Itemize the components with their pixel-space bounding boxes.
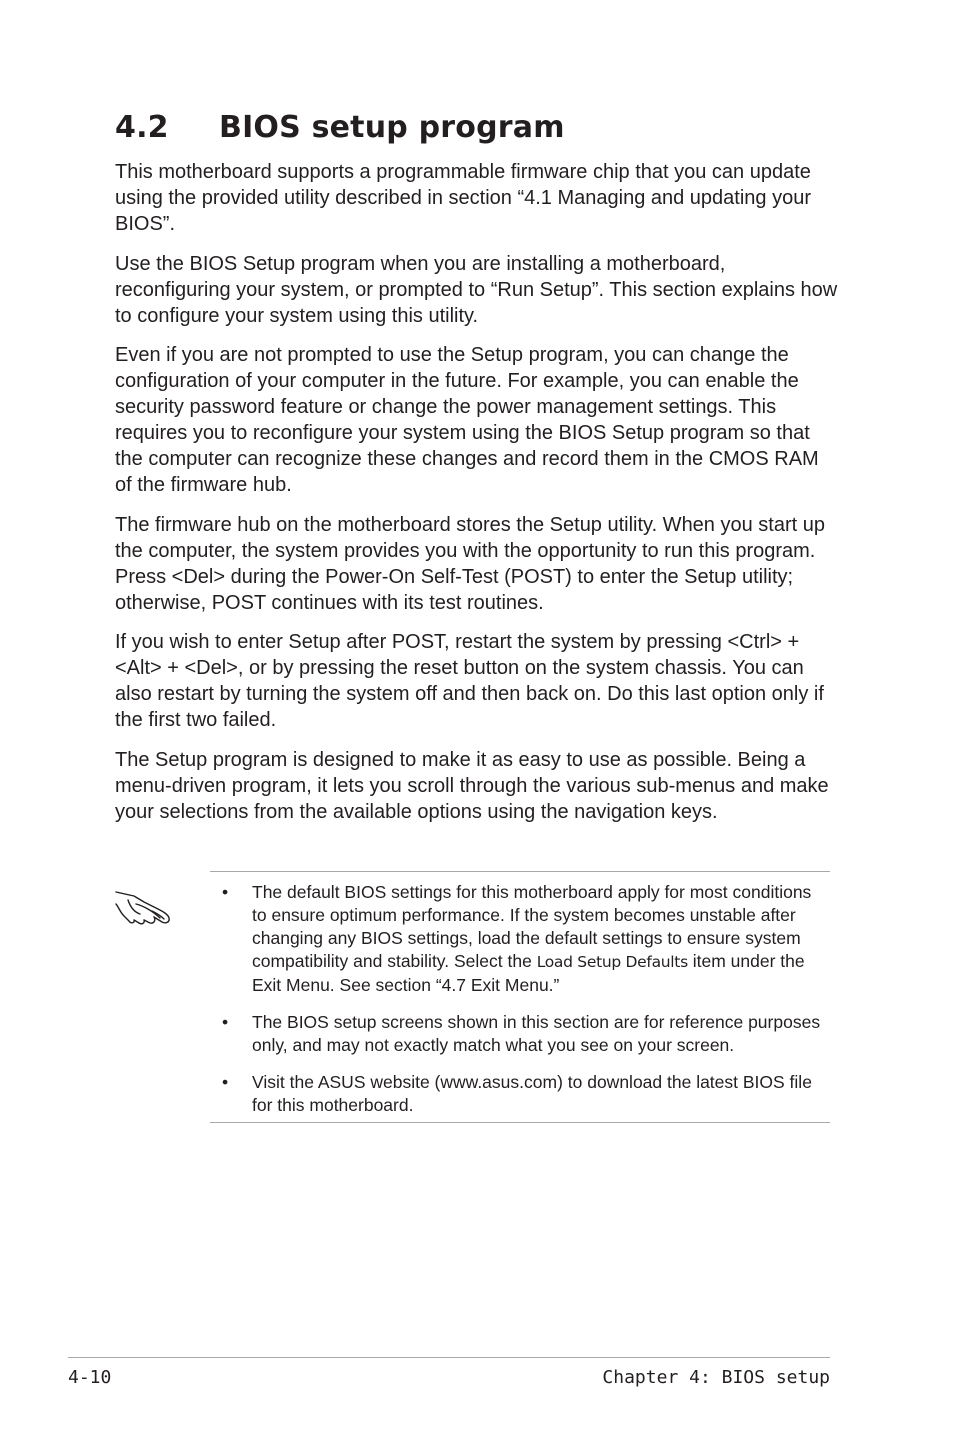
section-number: 4.2 [115,110,169,145]
paragraph-menu-driven: The Setup program is designed to make it as easy to use as possible. Being a menu-driven program, it lets you scroll through the various sub-menus and make your selections from the available options using the navigation keys. [115,748,829,823]
paragraph-when-to-use: Use the BIOS Setup program when you are installing a motherboard, reconfiguring your system, or prompted to “Run Setup”. This section explains how to configure your system using this utility. [115,252,838,327]
note-list [210,881,830,1117]
note-item-default-settings [210,881,830,997]
note-box [210,871,830,1123]
footer-divider [68,1357,830,1358]
pointing-hand-icon [114,884,172,926]
section-heading [115,108,565,148]
bullet: • [222,1012,229,1032]
note-item-default-settings-text: The default BIOS settings for this motherboard apply for most conditions to ensure optimum performance. If the system becomes unstable after changing any BIOS settings, load the default settings to ensure system compatibility and stability. Select the [252,882,812,971]
chapter-title: Chapter 4: BIOS setup [602,1367,830,1388]
section-title: BIOS setup program [219,110,565,145]
note-item-reference-screens [210,1011,830,1057]
load-setup-defaults-keyword: Load Setup Defaults [536,953,688,971]
paragraph-firmware-chip: This motherboard supports a programmable firmware chip that you can update using the provided utility described in section “4.1 Managing and updating your BIOS”. [115,161,811,235]
note-item-default-settings-tail: item under the Exit Menu. See section “4.7 Exit Menu.” [252,951,805,995]
page-number: 4-10 [68,1367,112,1388]
note-item-reference-screens-text: The BIOS setup screens shown in this section are for reference purposes only, and may not exactly match what you see on your screen. [252,1012,821,1055]
bullet: • [222,882,229,902]
paragraph-firmware-hub: The firmware hub on the motherboard stores the Setup utility. When you start up the computer, the system provides you with the opportunity to run this program. Press <Del> during the Power-On Self-Test (POST) to enter the Setup utility; otherwise, POST continues with its test routines. [115,513,825,614]
note-item-asus-website-text: Visit the ASUS website (www.asus.com) to download the latest BIOS file for this motherboard. [252,1072,812,1115]
body-text [115,159,840,838]
paragraph-change-configuration: Even if you are not prompted to use the Setup program, you can change the configuration of your computer in the future. For example, you can enable the security password feature or change the power management settings. This requires you to reconfigure your system using the BIOS Setup program so that the computer can recognize these changes and record them in the CMOS RAM of the firmware hub. [115,344,819,496]
bullet: • [222,1072,229,1092]
paragraph-restart-system: If you wish to enter Setup after POST, restart the system by pressing <Ctrl> + <Alt> + <Del>, or by pressing the reset button on the system chassis. You can also restart by turning the system off and then back on. Do this last option only if the first two failed. [115,631,824,731]
note-item-asus-website [210,1071,830,1117]
